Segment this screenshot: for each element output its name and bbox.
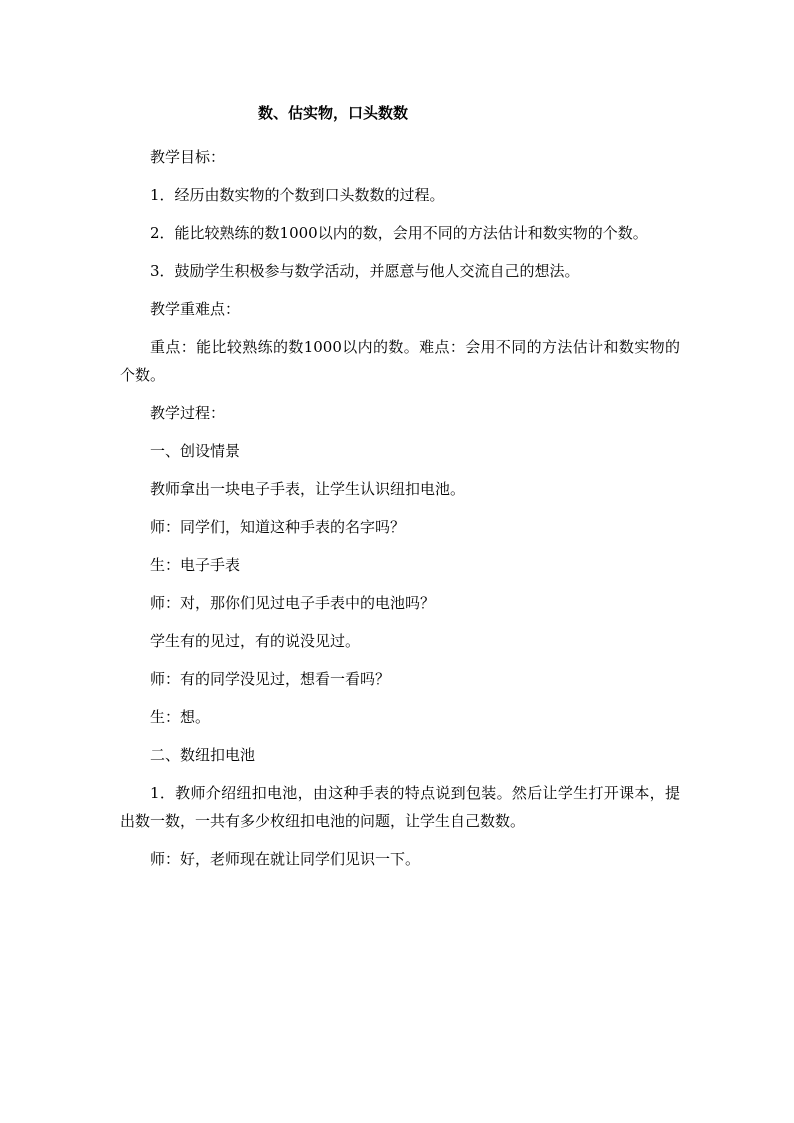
document-title: 数、估实物，口头数数 <box>258 104 409 122</box>
paragraph-goal-1: 1．经历由数实物的个数到口头数数的过程。 <box>150 186 445 204</box>
paragraph-section-2-step-1: 1．教师介绍纽扣电池，由这种手表的特点说到包装。然后让学生打开课本，提出数一数，一共有多少枚纽扣电池的问题，让学生自己数数。 <box>120 784 680 830</box>
paragraph-process-heading: 教学过程： <box>150 404 226 422</box>
paragraph-goal-3: 3．鼓励学生积极参与数学活动，并愿意与他人交流自己的想法。 <box>150 262 580 280</box>
document-body <box>120 148 680 888</box>
paragraph-dialogue-5: 师：有的同学没见过，想看一看吗？ <box>150 670 391 688</box>
paragraph-section-2-heading: 二、数纽扣电池 <box>150 746 256 764</box>
paragraph-goal-2: 2．能比较熟练的数1000以内的数，会用不同的方法估计和数实物的个数。 <box>150 224 648 242</box>
paragraph-teaching-goals-heading: 教学目标： <box>150 148 226 166</box>
paragraph-key-points: 重点：能比较熟练的数1000以内的数。难点：会用不同的方法估计和数实物的个数。 <box>120 338 680 384</box>
paragraph-dialogue-7: 师：好，老师现在就让同学们见识一下。 <box>150 850 421 868</box>
paragraph-dialogue-3: 师：对，那你们见过电子手表中的电池吗？ <box>150 594 436 612</box>
paragraph-dialogue-1: 师：同学们，知道这种手表的名字吗？ <box>150 518 406 536</box>
paragraph-section-1-heading: 一、创设情景 <box>150 442 241 460</box>
paragraph-dialogue-2: 生：电子手表 <box>150 556 241 574</box>
paragraph-key-points-heading: 教学重难点： <box>150 300 241 318</box>
paragraph-dialogue-4: 学生有的见过，有的说没见过。 <box>150 632 361 650</box>
paragraph-dialogue-6: 生：想。 <box>150 708 211 726</box>
paragraph-teacher-action: 教师拿出一块电子手表，让学生认识纽扣电池。 <box>150 480 466 498</box>
